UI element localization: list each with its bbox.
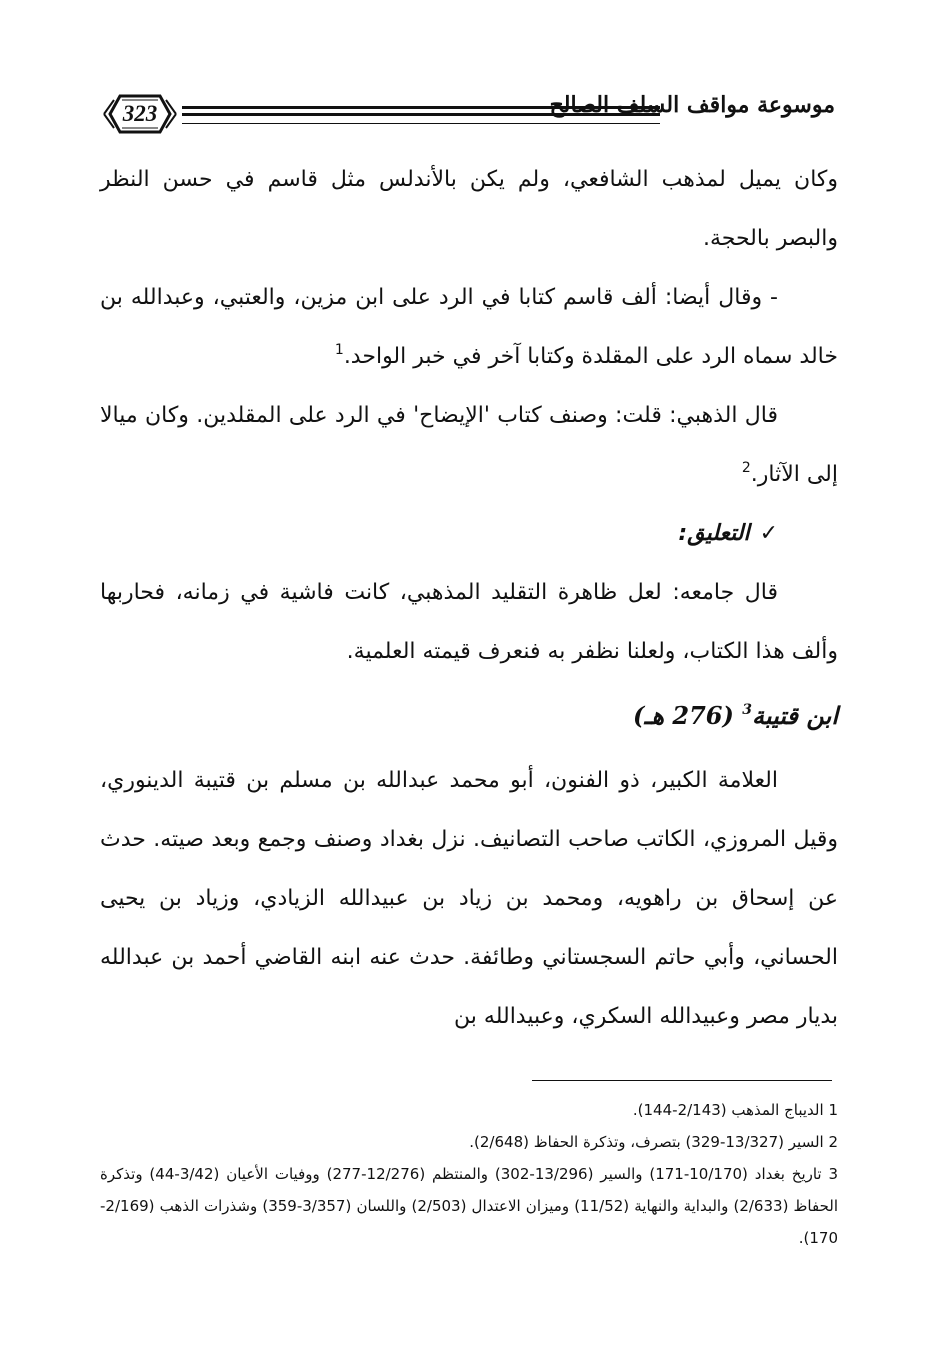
- paragraph: [100, 150, 838, 268]
- paragraph-text: قال جامعه: لعل ظاهرة التقليد المذهبي، كانت فاشية في زمانه، فحاربها وألف هذا الكتاب، ولعلنا نظفر به فنعرف قيمته العلمية.: [100, 580, 838, 664]
- page-header: [100, 86, 835, 146]
- paragraph: [100, 386, 838, 504]
- paragraph-text: - وقال أيضا: ألف قاسم كتابا في الرد على ابن مزين، والعتبي، وعبدالله بن خالد سماه الرد على المقلدة وكتابا آخر في خبر الواحد.: [100, 285, 838, 369]
- footnotes: [100, 1094, 838, 1254]
- section-title-date: (276 هـ): [632, 701, 734, 730]
- commentary-heading: [100, 504, 838, 563]
- main-text: [100, 150, 838, 1046]
- paragraph: [100, 563, 838, 681]
- page-number: 323: [122, 101, 158, 126]
- check-mark-icon: ✓: [759, 521, 778, 546]
- footnote-ref: 1: [334, 342, 344, 358]
- footnote-ref: 2: [741, 460, 751, 476]
- footnote-separator: [532, 1080, 832, 1081]
- paragraph-text: قال الذهبي: قلت: وصنف كتاب 'الإيضاح' في الرد على المقلدين. وكان ميالا إلى الآثار.: [100, 403, 838, 487]
- paragraph-text: العلامة الكبير، ذو الفنون، أبو محمد عبدالله بن مسلم بن قتيبة الدينوري، وقيل المروزي، الكاتب صاحب التصانيف. نزل بغداد وصنف وجمع وبعد صيته. حدث عن إسحاق بن راهويه، ومحمد بن زياد بن عبيدالله الزيادي، وزياد بن يحيى الحساني، وأبي حاتم السجستاني وطائفة. حدث عنه ابنه القاضي أحمد بن عبدالله بديار مصر وعبيدالله السكري، وعبيدالله بن: [100, 768, 838, 1029]
- section-title: [100, 681, 838, 751]
- page-number-badge: [100, 90, 180, 138]
- footnote: 2 السير (13/327-329) بتصرف، وتذكرة الحفاظ (2/648).: [469, 1133, 838, 1151]
- series-title: موسوعة مواقف السلف الصالح: [549, 92, 835, 118]
- footnote: 1 الديباج المذهب (2/143-144).: [632, 1101, 838, 1119]
- commentary-heading-text: التعليق:: [678, 521, 750, 546]
- paragraph: [100, 268, 838, 386]
- paragraph: [100, 751, 838, 1046]
- footnote: 3 تاريخ بغداد (10/170-171) والسير (13/296-302) والمنتظم (12/276-277) ووفيات الأعيان (3/42-44) وتذكرة الحفاظ (2/633) والبداية والنهاية (11/52) وميزان الاعتدال (2/503) واللسان (3/357-359) وشذرات الذهب (2/169-170).: [100, 1165, 839, 1247]
- section-title-name: ابن قتيبة: [751, 701, 838, 730]
- footnote-ref: 3: [742, 702, 752, 718]
- paragraph-text: وكان يميل لمذهب الشافعي، ولم يكن بالأندلس مثل قاسم في حسن النظر والبصر بالحجة.: [100, 167, 838, 251]
